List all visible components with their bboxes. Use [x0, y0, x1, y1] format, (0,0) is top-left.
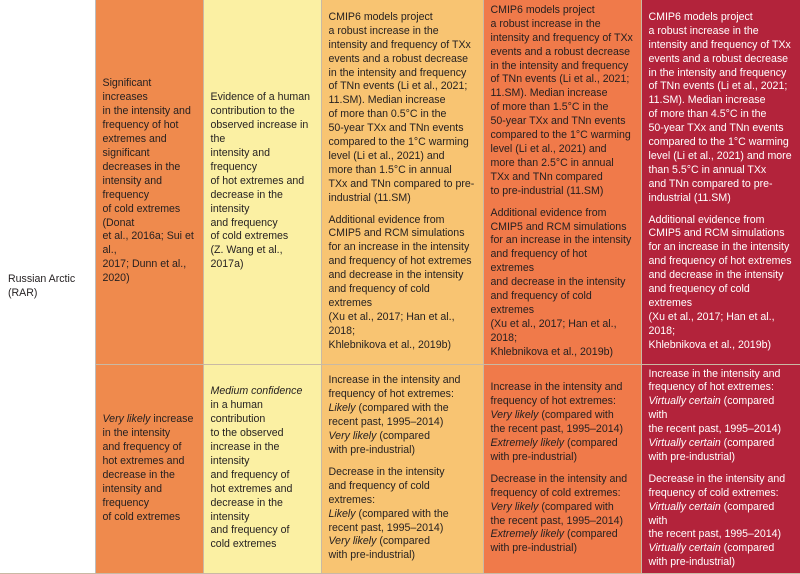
hot-extremes-heading: Increase in the intensity and frequency of hot extremes: [490, 381, 623, 408]
observed-trend-cell: Significant increases in the intensity and frequency of hot extremes and significant decreases in the intensity and frequency of cold extremes (Donat et al., 2016a; Sui et al., 2017; Dunn et al., 2020) [95, 0, 203, 364]
observed-confidence-text: increase in the intensity and frequency of hot extremes and decrease in the intensity and frequency of cold extremes [102, 413, 194, 523]
table-row-confidence [0, 364, 800, 574]
likelihood-text: (compared with pre-industrial) [648, 542, 775, 569]
projection-2c-additional: Additional evidence from CMIP5 and RCM simulations for an increase in the intensity and frequency of hot extremes and decrease in the intensity and frequency of cold extremes (Xu et al., 2017; Han et al., 2018; Khlebnikova et al., 2019b) [490, 206, 632, 358]
confidence-1-5c-cell [321, 364, 483, 574]
region-code: (RAR) [8, 286, 38, 299]
cold-extremes-statement [649, 473, 794, 570]
likelihood-text: (compared with pre-industrial) [328, 430, 430, 456]
observed-confidence-cell [95, 364, 203, 574]
cold-extremes-heading: Decrease in the intensity and frequency of cold extremes: [648, 472, 786, 499]
cold-extremes-heading: Decrease in the intensity and frequency of cold extremes: [490, 472, 628, 499]
hot-extremes-statement [329, 374, 476, 457]
likelihood-term: Very likely [328, 535, 377, 548]
likelihood-text: (compared with pre-industrial) [328, 535, 430, 562]
hot-extremes-statement [649, 368, 794, 465]
likelihood-term: Virtually certain [648, 500, 721, 513]
projection-1-5c-cmip6: CMIP6 models project a robust increase in the intensity and frequency of TXx events and a robust decrease in the intensity and frequency of TNn events (Li et al., 2021; 11.SM). Median increase of more than 0.5°C in the 50-year TXx and TNn events compared to the 1°C warming level (Li et al., 2021) and more than 1.5°C in annual TXx and TNn compared to pre- industrial (11.SM) [328, 10, 475, 204]
likelihood-term: Extremely likely [490, 528, 565, 541]
cold-extremes-statement [329, 466, 476, 563]
likelihood-text: (compared with pre-industrial) [490, 528, 618, 555]
projection-4c-additional: Additional evidence from CMIP5 and RCM simulations for an increase in the intensity and frequency of hot extremes and decrease in the intensity and frequency of cold extremes (Xu et al., 2017; Han et al., 2018; Khlebnikova et al., 2019b) [648, 213, 792, 351]
likelihood-term: Virtually certain [648, 437, 721, 450]
region-name: Russian Arctic [8, 272, 76, 285]
confidence-4c-cell [641, 364, 800, 574]
likelihood-term: Extremely likely [490, 437, 565, 450]
hot-extremes-statement [491, 381, 634, 464]
likelihood-text: (compared with the recent past, 1995–2014) [648, 395, 782, 436]
region-cell [0, 0, 95, 574]
likelihood-term: Very likely [490, 409, 539, 422]
likelihood-term: Virtually certain [648, 542, 721, 555]
confidence-2c-cell [483, 364, 641, 574]
attribution-cell: Evidence of a human contribution to the observed increase in the intensity and frequency of hot extremes and decrease in the intensity and frequency of cold extremes (Z. Wang et al., 2017a) [203, 0, 321, 364]
likelihood-term: Very likely [328, 430, 377, 443]
hot-extremes-heading: Increase in the intensity and frequency of hot extremes: [648, 367, 781, 394]
likelihood-term: Very likely [490, 500, 539, 513]
attribution-confidence-text: in a human contribution to the observed increase in the intensity and frequency of hot extremes and decrease in the intensity and frequency of cold extremes [210, 399, 293, 551]
likelihood-text: (compared with the recent past, 1995–2014) [490, 409, 624, 436]
likelihood-text: (compared with the recent past, 1995–2014) [328, 402, 449, 429]
projection-4c-cmip6: CMIP6 models project a robust increase in the intensity and frequency of TXx events and a robust decrease in the intensity and frequency of TNn events (Li et al., 2021; 11.SM). Median increase of more than 4.5°C in the 50-year TXx and TNn events compared to the 1°C warming level (Li et al., 2021) and more than 5.5°C in annual TXx and TNn compared to pre- industrial (11.SM) [648, 10, 792, 204]
likelihood-term: Likely [328, 402, 356, 415]
hot-extremes-heading: Increase in the intensity and frequency of hot extremes: [328, 374, 461, 401]
likelihood-term: Virtually certain [648, 395, 721, 408]
projection-2c-cmip6: CMIP6 models project a robust increase in the intensity and frequency of TXx events and a robust decrease in the intensity and frequency of TNn events (Li et al., 2021; 11.SM). Median increase of more than 1.5°C in the 50-year TXx and TNn events compared to the 1°C warming level (Li et al., 2021) and more than 2.5°C in annual TXx and TNn compared to pre-industrial (11.SM) [490, 3, 633, 197]
attribution-confidence-cell [203, 364, 321, 574]
cold-extremes-statement [491, 473, 634, 556]
projection-4c-cell [641, 0, 800, 364]
likelihood-term: Likely [328, 507, 356, 520]
projection-1-5c-cell [321, 0, 483, 364]
likelihood-text: (compared with pre-industrial) [648, 437, 775, 463]
likelihood-text: (compared with the recent past, 1995–2014) [490, 500, 624, 527]
cold-extremes-heading: Decrease in the intensity and frequency of cold extremes: [328, 465, 445, 506]
likelihood-text: (compared with pre-industrial) [490, 437, 618, 463]
likelihood-text: (compared with the recent past, 1995–2014) [328, 507, 449, 534]
projection-1-5c-additional: Additional evidence from CMIP5 and RCM simulations for an increase in the intensity and frequency of hot extremes and decrease in the intensity and frequency of cold extremes (Xu et al., 2017; Han et al., 2018; Khlebnikova et al., 2019b) [328, 213, 472, 351]
observed-confidence-term: Very likely [102, 413, 151, 426]
attribution-confidence-term: Medium confidence [210, 385, 303, 398]
projection-2c-cell [483, 0, 641, 364]
likelihood-text: (compared with the recent past, 1995–2014) [648, 500, 782, 541]
